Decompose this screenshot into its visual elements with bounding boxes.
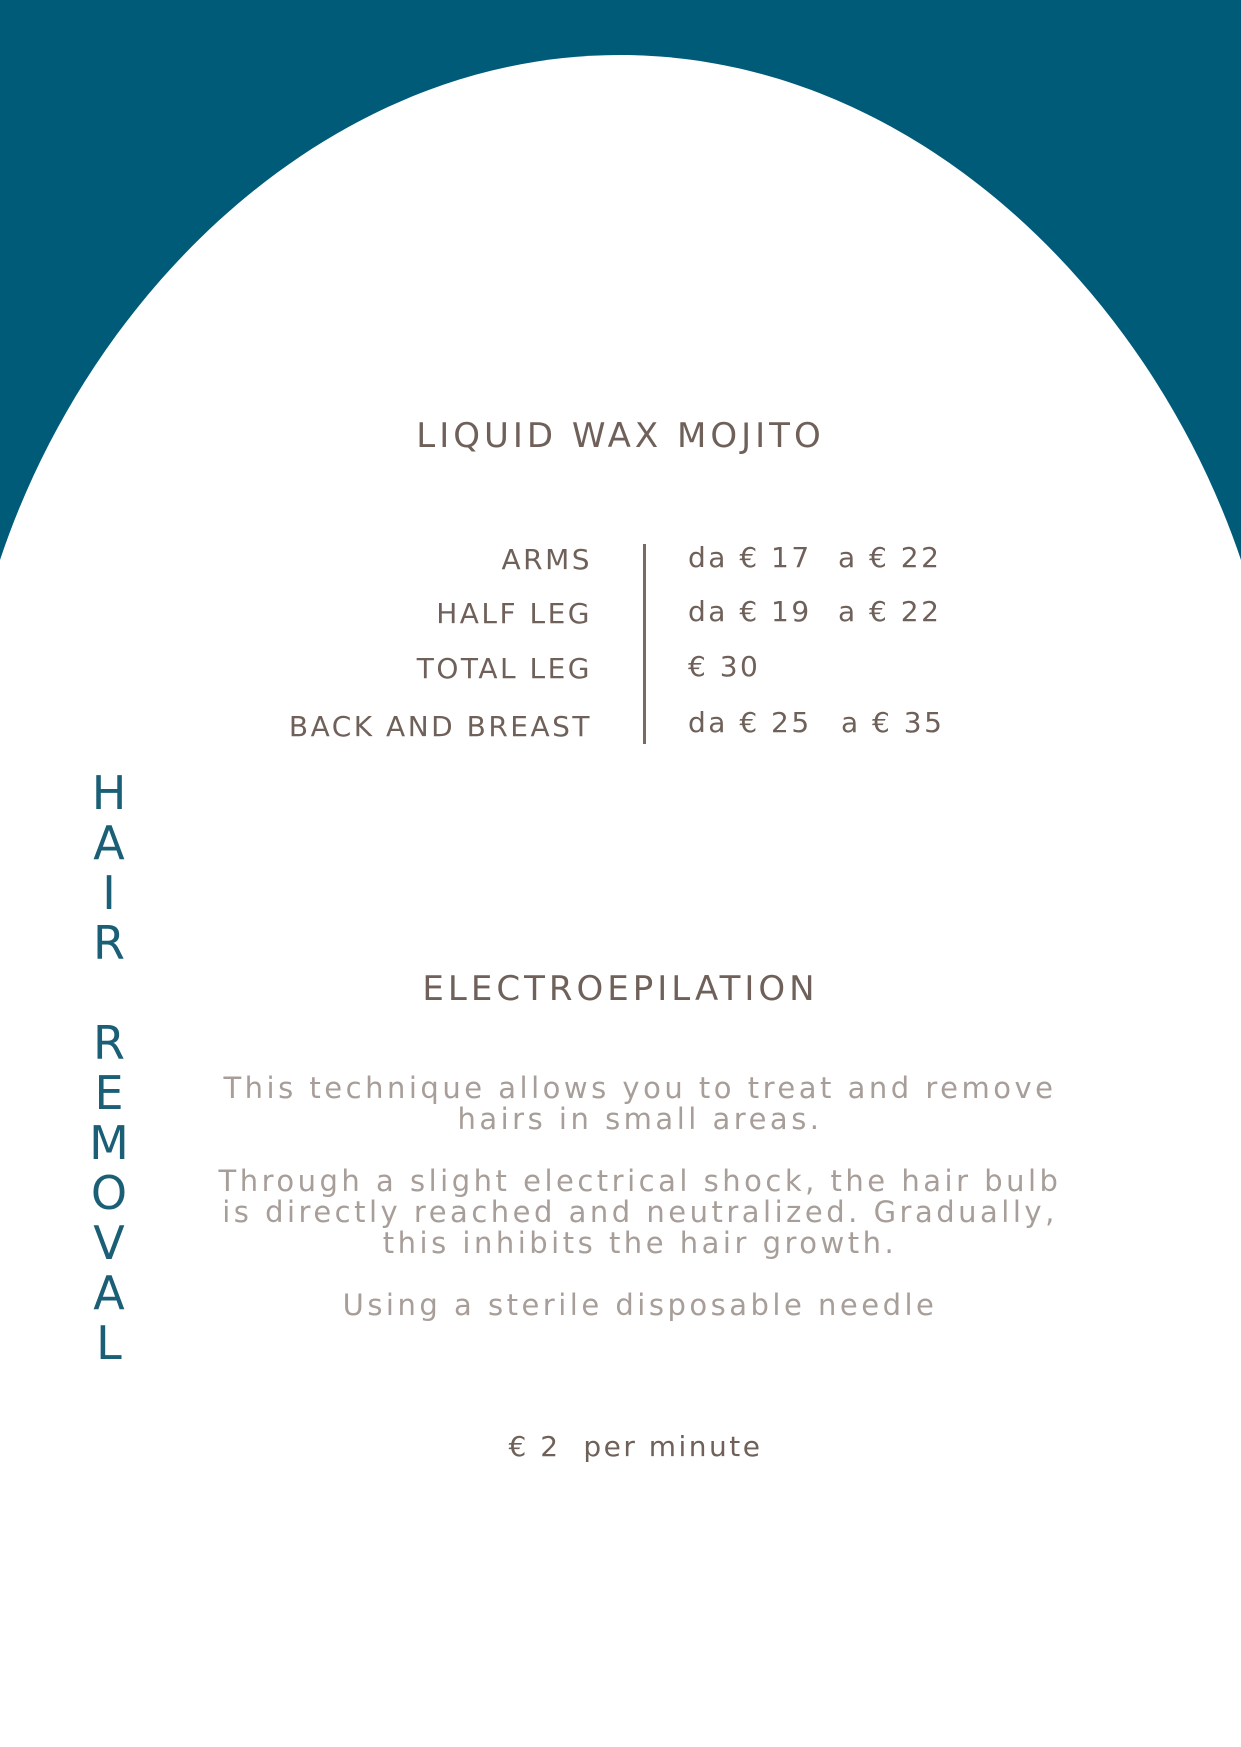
vertical-letter: A [93,1266,125,1320]
description-paragraph: This technique allows you to treat and remove hairs in small areas. [223,1071,1057,1136]
price-row-value [688,647,838,687]
price-row-value [688,592,941,632]
price-row-label: BACK AND BREAST [288,710,592,743]
electro-section-title: ELECTROEPILATION [422,969,819,1009]
price-row-label: HALF LEG [436,597,592,630]
price-row-label: ARMS [501,543,592,576]
description-paragraph: Through a slight electrical shock, the hair bulb is directly reached and neutralized. Gradually, this inhibits the hair growth. [218,1164,1062,1260]
price-row-value [688,538,941,578]
description-paragraph: Using a sterile disposable needle [342,1288,938,1322]
price-row-value [688,703,944,743]
vertical-title-hair-removal [84,768,134,1368]
wax-section-title: LIQUID WAX MOJITO [416,416,825,456]
price-from: da € 19 [688,595,812,628]
price-divider [643,544,646,744]
price-from: € 30 [688,650,761,683]
vertical-letter: E [94,1066,124,1120]
vertical-letter: H [91,766,127,820]
vertical-letter: V [93,1216,125,1270]
price-from: da € 17 [688,541,812,574]
price-to: a € 22 [838,595,942,628]
vertical-letter: R [93,916,125,970]
vertical-letter: L [96,1316,122,1370]
price-row-label: TOTAL LEG [416,652,592,685]
electro-price: € 2 per minute [508,1430,763,1463]
price-to: a € 35 [841,706,945,739]
vertical-letter: R [93,1016,125,1070]
price-to: a € 22 [838,541,942,574]
vertical-letter: O [90,1166,128,1220]
vertical-letter: A [93,816,125,870]
vertical-letter: M [89,1116,129,1170]
electro-description [200,1073,1080,1352]
vertical-letter: I [102,866,116,920]
price-from: da € 25 [688,706,812,739]
